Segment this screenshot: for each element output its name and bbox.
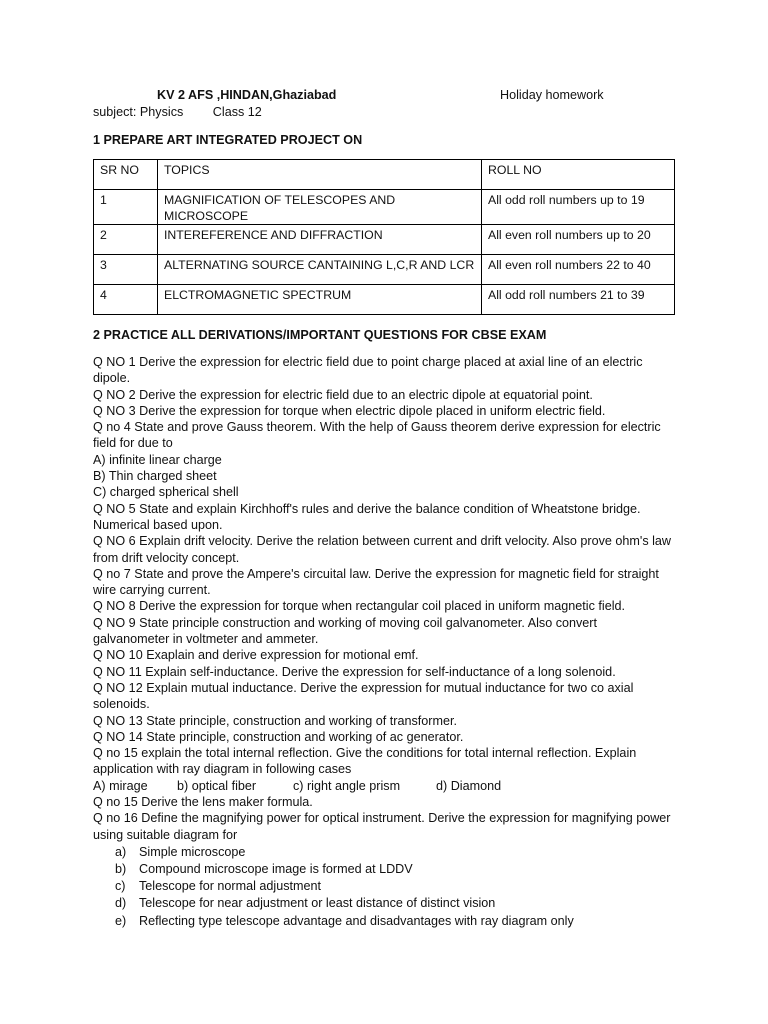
column-header: ROLL NO xyxy=(482,160,675,190)
table-row xyxy=(94,285,675,315)
question-line: Q NO 1 Derive the expression for electric field due to point charge placed at axial line of an electric dipole. xyxy=(93,355,643,386)
list-text: Telescope for near adjustment or least distance of distinct vision xyxy=(139,896,496,911)
list-text: Simple microscope xyxy=(139,844,246,859)
question-line: Q NO 5 State and explain Kirchhoff's rules and derive the balance condition of Wheatstone bridge. Numerical based upon. xyxy=(93,501,641,532)
question-line: Q NO 10 Exaplain and derive expression for motional emf. xyxy=(93,648,419,663)
list-text: Reflecting type telescope advantage and disadvantages with ray diagram only xyxy=(139,913,574,928)
question-line: Q no 16 Define the magnifying power for optical instrument. Derive the expression for magnifying power using suitable diagram for xyxy=(93,811,671,842)
table-row xyxy=(94,225,675,255)
list-item xyxy=(93,913,673,930)
table-cell: All even roll numbers up to 20 xyxy=(482,225,675,255)
question-line: Q no 4 State and prove Gauss theorem. With the help of Gauss theorem derive expression for electric field for due to xyxy=(93,420,661,451)
table-row xyxy=(94,255,675,285)
list-item xyxy=(93,861,673,878)
column-header: TOPICS xyxy=(158,160,482,190)
question-line: Q no 7 State and prove the Ampere's circuital law. Derive the expression for magnetic field for straight wire carrying current. xyxy=(93,566,659,598)
header xyxy=(93,88,683,106)
question-line: Q NO 13 State principle, construction and working of transformer. xyxy=(93,713,457,728)
class-label: Class 12 xyxy=(212,105,262,119)
column-header: SR NO xyxy=(94,160,158,190)
question-line: Q no 15 Derive the lens maker formula. xyxy=(93,795,313,810)
list-marker: d) xyxy=(115,896,127,911)
table-cell: ALTERNATING SOURCE CANTAINING L,C,R AND LCR xyxy=(158,255,482,285)
question-line: Q no 15 explain the total internal reflection. Give the conditions for total internal reflection. Explain application with ray diagram in following cases xyxy=(93,746,637,777)
question-line: A) infinite linear charge xyxy=(93,452,222,467)
case-item: b) optical fiber xyxy=(177,778,257,793)
list-item xyxy=(93,844,673,861)
question-line: Q NO 14 State principle, construction and working of ac generator. xyxy=(93,729,464,744)
question-line: Q NO 3 Derive the expression for torque when electric dipole placed in uniform electric field. xyxy=(93,403,606,418)
table-cell: INTEREFERENCE AND DIFFRACTION xyxy=(158,225,482,255)
section1-heading: 1 PREPARE ART INTEGRATED PROJECT ON xyxy=(93,133,363,147)
list-item xyxy=(93,895,673,912)
cases-line xyxy=(93,778,673,794)
list-text: Compound microscope image is formed at LDDV xyxy=(139,862,413,877)
school-name: KV 2 AFS ,HINDAN,Ghaziabad xyxy=(157,88,337,102)
table-header-row xyxy=(94,160,675,190)
project-table xyxy=(93,159,675,315)
question-line: Q NO 2 Derive the expression for electric field due to an electric dipole at equatorial point. xyxy=(93,387,593,402)
list-marker: e) xyxy=(115,913,127,928)
question-list xyxy=(93,354,673,930)
question-line: Q NO 6 Explain drift velocity. Derive the relation between current and drift velocity. Also prove ohm's law from drift velocity concept. xyxy=(93,534,672,565)
section2-heading: 2 PRACTICE ALL DERIVATIONS/IMPORTANT QUESTIONS FOR CBSE EXAM xyxy=(93,328,547,342)
question-line: Q NO 9 State principle construction and working of moving coil galvanometer. Also convert galvanometer in voltmeter and ammeter. xyxy=(93,615,598,647)
case-item: c) right angle prism xyxy=(293,778,401,793)
table-cell: 2 xyxy=(94,225,158,255)
list-marker: b) xyxy=(115,862,127,877)
table-cell: MAGNIFICATION OF TELESCOPES AND MICROSCOPE xyxy=(158,190,482,225)
table-row xyxy=(94,190,675,225)
table-cell: All odd roll numbers 21 to 39 xyxy=(482,285,675,315)
table-cell: All odd roll numbers up to 19 xyxy=(482,190,675,225)
list-text: Telescope for normal adjustment xyxy=(139,879,321,894)
question-line: C) charged spherical shell xyxy=(93,485,239,500)
list-item xyxy=(93,878,673,895)
question-line: Q NO 12 Explain mutual inductance. Derive the expression for mutual inductance for two co axial solenoids. xyxy=(93,680,634,712)
table-cell: 1 xyxy=(94,190,158,225)
subject-line xyxy=(93,105,262,119)
case-item: A) mirage xyxy=(93,778,148,793)
question-line: Q NO 8 Derive the expression for torque when rectangular coil placed in uniform magnetic field. xyxy=(93,599,625,614)
sub-item-list xyxy=(93,844,673,930)
document-title: Holiday homework xyxy=(500,88,604,102)
subject-label: subject: Physics xyxy=(93,105,184,119)
question-line: B) Thin charged sheet xyxy=(93,469,217,484)
list-marker: a) xyxy=(115,844,127,859)
table-cell: ELCTROMAGNETIC SPECTRUM xyxy=(158,285,482,315)
question-line: Q NO 11 Explain self-inductance. Derive the expression for self-inductance of a long solenoid. xyxy=(93,664,616,679)
list-marker: c) xyxy=(115,879,126,894)
table-cell: 3 xyxy=(94,255,158,285)
case-item: d) Diamond xyxy=(436,778,502,793)
table-cell: 4 xyxy=(94,285,158,315)
table-cell: All even roll numbers 22 to 40 xyxy=(482,255,675,285)
